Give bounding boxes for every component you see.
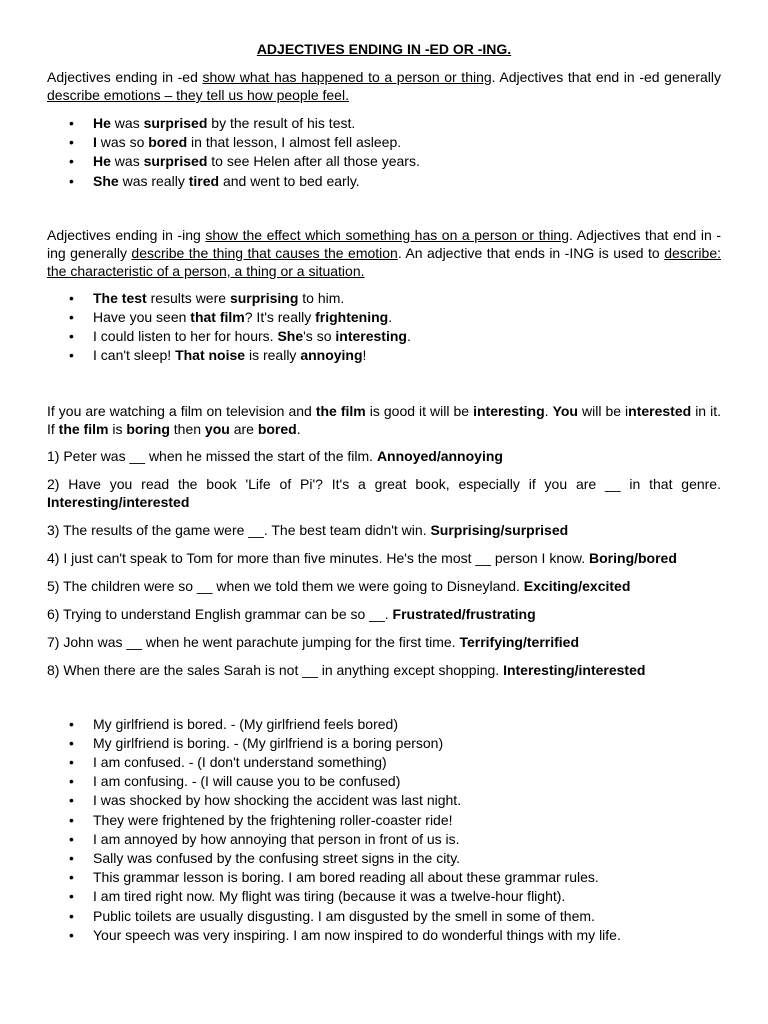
exercise-question: 2) Have you read the book 'Life of Pi'? It's a great book, especially if you are __ in that genre. — [47, 475, 721, 492]
list-item: • Sally was confused by the confusing street signs in the city. — [47, 849, 721, 868]
ed-intro-text-1: Adjectives ending in -ed — [47, 69, 203, 85]
ing-intro-text-3: . An adjective that ends in -ING is used to — [397, 244, 665, 261]
bold-word: the film — [58, 420, 109, 437]
ed-intro-underlined-1: show what has happened to a person or thing — [202, 69, 492, 85]
text: is — [108, 420, 127, 437]
exercise-question: 5) The children were so __ when we told them we were going to Disneyland. — [47, 577, 524, 594]
list-item: • Public toilets are usually disgusting. I am disgusted by the smell in some of them. — [47, 907, 721, 926]
text: I could listen to her for hours. — [93, 328, 278, 345]
text: and went to bed early. — [219, 172, 360, 189]
text: . — [388, 309, 393, 326]
film-paragraph — [47, 402, 721, 438]
exercise-item — [47, 577, 721, 595]
list-item — [47, 346, 721, 365]
exercise-item — [47, 475, 721, 511]
list-item — [47, 289, 721, 308]
exercise-options: Annoyed/annoying — [376, 447, 503, 464]
text: ! — [362, 347, 367, 364]
bold-word: surprising — [229, 289, 299, 306]
list-item: • Your speech was very inspiring. I am now inspired to do wonderful things with my life. — [47, 926, 721, 945]
exercise-question: 1) Peter was __ when he missed the start of the film. — [47, 447, 377, 464]
ing-intro-underlined-2: describe the thing that causes the emotion — [131, 244, 398, 261]
list-item — [47, 308, 721, 327]
bold-word: you — [204, 420, 230, 437]
exercise-item — [47, 633, 721, 651]
text: was — [110, 115, 144, 131]
text: . — [544, 402, 553, 419]
text: then — [169, 420, 205, 437]
ing-examples-list — [47, 289, 721, 366]
exercise-item — [47, 447, 721, 465]
text: by the result of his test. — [207, 115, 356, 131]
text: I can't sleep! — [93, 347, 176, 364]
exercise-question: 7) John was __ when he went parachute jumping for the first time. — [47, 633, 460, 650]
text: is really — [245, 347, 301, 364]
ing-intro-underlined-3: describe: the characteristic of a person, a thing or a situation. — [47, 244, 721, 279]
bold-word: that film — [190, 309, 245, 326]
text: 's so — [303, 328, 336, 345]
ed-examples-list — [47, 114, 721, 191]
list-item — [47, 152, 721, 171]
list-item: • I am confusing. - (I will cause you to be confused) — [47, 772, 721, 791]
bold-word: He — [93, 115, 111, 131]
exercise-options: Interesting/interested — [503, 661, 646, 678]
bold-word: She — [277, 328, 304, 345]
ed-intro-underlined-2: describe emotions – they tell us how people feel. — [47, 87, 349, 103]
bold-word: boring — [126, 420, 170, 437]
text: If you are watching a film on television and — [47, 402, 316, 419]
bold-word: He — [93, 153, 111, 170]
exercise-question: 3) The results of the game were __. The best team didn't win. — [47, 521, 431, 538]
exercise-options: Interesting/interested — [47, 493, 190, 510]
text: is good it will be — [365, 402, 474, 419]
bold-word: That noise — [175, 347, 246, 364]
exercise-question: 6) Trying to understand English grammar can be so __. — [47, 605, 393, 622]
text: to him. — [298, 289, 345, 306]
list-item — [47, 133, 721, 152]
bold-word: interesting — [473, 402, 545, 419]
exercise-options: Frustrated/frustrating — [392, 605, 536, 622]
bold-word: She — [93, 172, 119, 189]
more-examples-list — [47, 715, 721, 945]
exercise-options: Surprising/surprised — [430, 521, 569, 538]
list-item: • I am confused. - (I don't understand something) — [47, 753, 721, 772]
text: to see Helen after all those years. — [207, 153, 420, 170]
exercise-question: 4) I just can't speak to Tom for more than five minutes. He's the most __ person I know. — [47, 549, 590, 566]
exercise-list — [47, 447, 721, 679]
bold-word: surprised — [143, 153, 208, 170]
exercise-options: Boring/bored — [589, 549, 677, 566]
bold-word: surprised — [143, 115, 208, 131]
text: in it. If — [47, 402, 722, 437]
bold-word: The test — [93, 289, 147, 306]
bold-word: bored — [257, 420, 297, 437]
text: . — [406, 328, 411, 345]
ing-intro-text-1: Adjectives ending in -ing — [47, 226, 206, 243]
page-title: ADJECTIVES ENDING IN -ED OR -ING. — [256, 41, 512, 57]
ing-intro-underlined-1: show the effect which something has on a person or thing — [205, 226, 570, 243]
list-item: • My girlfriend is boring. - (My girlfriend is a boring person) — [47, 734, 721, 753]
text: Have you seen — [93, 309, 191, 326]
bold-word: the film — [315, 402, 366, 419]
bold-word: interesting — [335, 328, 407, 345]
list-item — [47, 327, 721, 346]
exercise-item — [47, 661, 721, 679]
text: was really — [118, 172, 189, 189]
exercise-options: Exciting/excited — [523, 577, 631, 594]
bold-word: bored — [148, 134, 188, 151]
exercise-item — [47, 521, 721, 539]
text: in that lesson, I almost fell asleep. — [187, 134, 402, 151]
text: . — [296, 420, 301, 437]
ing-intro-text-2: . Adjectives that end in -ing generally — [47, 226, 722, 261]
exercise-options: Terrifying/terrified — [459, 633, 579, 650]
exercise-question: 8) When there are the sales Sarah is not __ in anything except shopping. — [47, 661, 504, 678]
text: are — [229, 420, 258, 437]
ed-intro-paragraph — [47, 68, 721, 104]
ed-intro-text-2: . Adjectives that end in -ed generally — [491, 69, 721, 85]
list-item — [47, 114, 721, 133]
list-item: • I am tired right now. My flight was tiring (because it was a twelve-hour flight). — [47, 887, 721, 906]
worksheet-page — [47, 40, 721, 945]
text: will be i — [577, 402, 629, 419]
text: was — [110, 153, 144, 170]
list-item — [47, 172, 721, 191]
exercise-item — [47, 549, 721, 567]
bold-word: You — [552, 402, 578, 419]
bold-word: tired — [188, 172, 220, 189]
text: was so — [96, 134, 149, 151]
list-item: • I was shocked by how shocking the accident was last night. — [47, 791, 721, 810]
text: ? It's really — [244, 309, 316, 326]
bold-word: annoying — [300, 347, 363, 364]
list-item: • My girlfriend is bored. - (My girlfriend feels bored) — [47, 715, 721, 734]
list-item: • This grammar lesson is boring. I am bored reading all about these grammar rules. — [47, 868, 721, 887]
text: results were — [146, 289, 230, 306]
list-item: • I am annoyed by how annoying that person in front of us is. — [47, 830, 721, 849]
list-item: • They were frightened by the frightening roller-coaster ride! — [47, 811, 721, 830]
exercise-item — [47, 605, 721, 623]
bold-word: I — [93, 134, 97, 151]
bold-word: frightening — [315, 309, 389, 326]
bold-word: nterested — [628, 402, 692, 419]
ing-intro-paragraph — [47, 226, 721, 280]
